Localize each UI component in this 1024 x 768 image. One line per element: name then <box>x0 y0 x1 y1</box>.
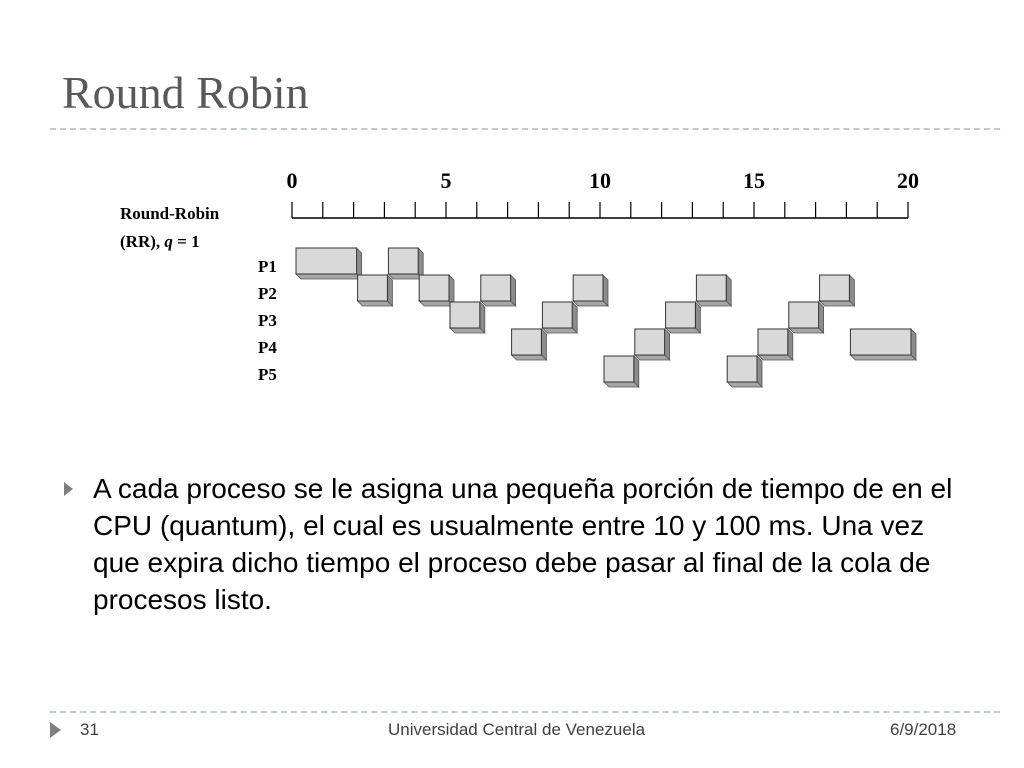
page-number: 31 <box>80 720 99 739</box>
time-slice-p3 <box>450 302 485 333</box>
time-axis <box>287 168 920 218</box>
scheduler-label: Round-Robin <box>120 204 220 223</box>
time-slice-p4 <box>758 329 793 360</box>
footer-divider <box>50 711 1000 713</box>
slide-title: Round Robin <box>62 67 309 118</box>
process-label: P3 <box>258 311 277 330</box>
time-slice-p4 <box>635 329 670 360</box>
time-slice-p3 <box>789 302 824 333</box>
time-slice-p2 <box>481 275 516 306</box>
time-slice-p4 <box>850 329 916 360</box>
bullet-text: A cada proceso se le asigna una pequeña porción de tiempo de en el CPU (quantum), el cual es usualmente entre 10 y 100 ms. Una vez que expira dicho tiempo el proceso debe pasar al final de la cola de procesos listo. <box>93 473 953 615</box>
time-slice-p3 <box>542 302 577 333</box>
process-label: P4 <box>258 338 277 357</box>
process-labels <box>258 257 277 384</box>
time-slice-p2 <box>820 275 855 306</box>
time-slices <box>296 248 916 387</box>
axis-tick-label: 15 <box>743 168 765 193</box>
time-slice-p5 <box>604 356 639 387</box>
bullet-item <box>64 470 964 618</box>
time-slice-p3 <box>666 302 701 333</box>
axis-tick-label: 5 <box>440 168 452 193</box>
bullet-arrow-icon <box>64 482 73 496</box>
time-slice-p4 <box>512 329 547 360</box>
process-label: P5 <box>258 365 277 384</box>
axis-tick-label: 20 <box>897 168 919 193</box>
process-label: P2 <box>258 284 277 303</box>
time-slice-p2 <box>358 275 393 306</box>
time-slice-p2 <box>696 275 731 306</box>
footer-institution: Universidad Central de Venezuela <box>388 720 646 739</box>
footer-arrow-icon <box>50 722 61 738</box>
time-slice-p2 <box>419 275 454 306</box>
scheduler-quantum-label: (RR), q = 1 <box>120 232 200 251</box>
time-slice-p5 <box>727 356 762 387</box>
axis-tick-label: 0 <box>286 168 298 193</box>
process-label: P1 <box>258 257 277 276</box>
time-slice-p2 <box>573 275 608 306</box>
axis-tick-label: 10 <box>589 168 611 193</box>
footer-date: 6/9/2018 <box>890 720 957 739</box>
time-slice-p1 <box>388 248 423 279</box>
time-slice-p1 <box>296 248 362 279</box>
